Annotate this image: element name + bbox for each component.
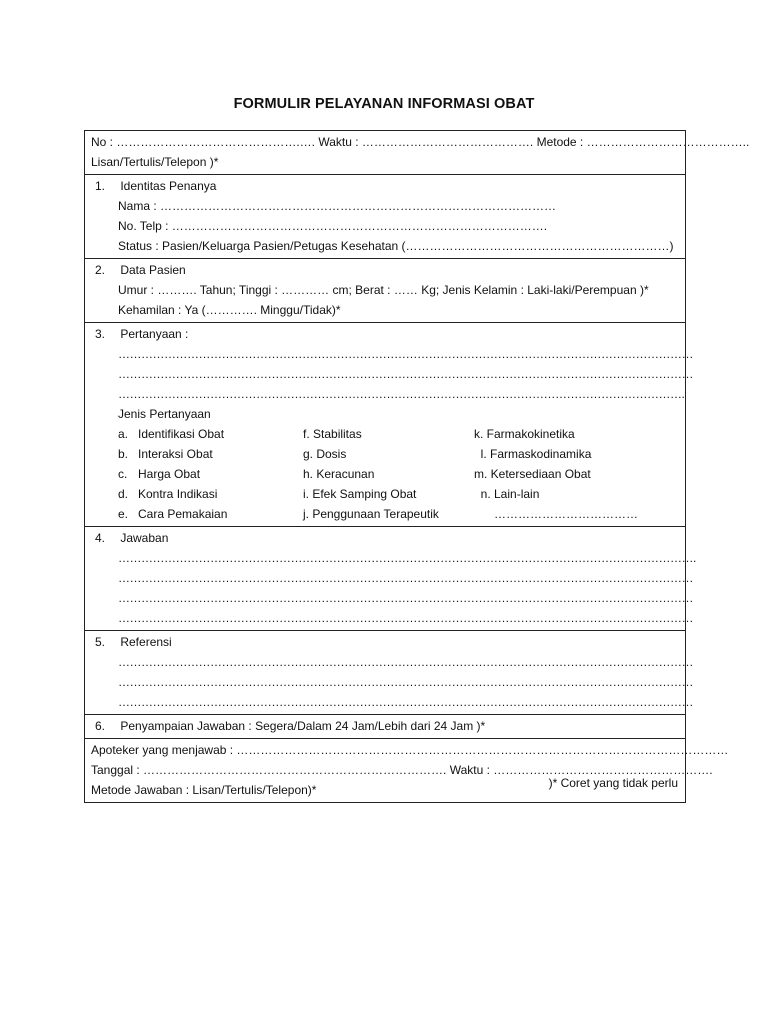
- section-pertanyaan: [85, 323, 693, 527]
- option-interaksi-obat: Interaksi Obat: [138, 447, 213, 461]
- metode-options: Lisan/Tertulis/Telepon )*: [91, 155, 219, 169]
- section-jawaban: [85, 527, 696, 631]
- option-kontra-indikasi: Kontra Indikasi: [138, 487, 218, 501]
- option-letter: d.: [118, 487, 129, 501]
- jawaban-line: ……………………………………………………………………………………………………………………………………: [118, 611, 693, 625]
- kehamilan-field: Kehamilan : Ya (…………. Minggu/Tidak)*: [118, 303, 341, 317]
- option-ketersediaan-obat: m. Ketersediaan Obat: [474, 467, 591, 481]
- option-letter: e.: [118, 507, 129, 521]
- option-stabilitas: f. Stabilitas: [303, 427, 362, 441]
- metode-jawaban-field: Metode Jawaban : Lisan/Tertulis/Telepon)*: [91, 783, 317, 797]
- section-number: 2.: [95, 263, 106, 277]
- form-table: [84, 130, 750, 803]
- jenis-row: [91, 464, 679, 484]
- section-number: 5.: [95, 635, 106, 649]
- telp-field: No. Telp : ………………………………………………………………………………….: [118, 219, 548, 233]
- pertanyaan-line: ……………………………………………………………………………………………………………………………………: [118, 367, 693, 381]
- header-section: [85, 131, 750, 175]
- section-number: 1.: [95, 179, 106, 193]
- nama-field: Nama : ………………………………………………………………………………………: [118, 199, 557, 213]
- jenis-row: [91, 444, 679, 464]
- section-identitas-penanya: [85, 175, 685, 259]
- status-field: Status : Pasien/Keluarga Pasien/Petugas Kesehatan (…………………………………………………………): [118, 239, 674, 253]
- jawaban-line: ……………………………………………………………………………………………………………………………………: [118, 571, 693, 585]
- option-dosis: g. Dosis: [303, 447, 347, 461]
- option-penggunaan-terapeutik: j. Penggunaan Terapeutik: [303, 507, 439, 521]
- option-letter: c.: [118, 467, 128, 481]
- jenis-row: [91, 424, 679, 444]
- section-number: 3.: [95, 327, 106, 341]
- option-keracunan: h. Keracunan: [303, 467, 375, 481]
- section-title: Identitas Penanya: [120, 179, 217, 193]
- referensi-line: ……………………………………………………………………………………………………………………………………: [118, 675, 693, 689]
- jenis-row: [91, 504, 679, 524]
- footnote: )* Coret yang tidak perlu: [548, 776, 678, 790]
- option-lain-lain: n. Lain-lain: [474, 487, 540, 501]
- section-number: 4.: [95, 531, 106, 545]
- form-title: FORMULIR PELAYANAN INFORMASI OBAT: [233, 96, 535, 112]
- option-lain-lain-blank: ………………………………: [474, 507, 639, 521]
- option-letter: b.: [118, 447, 129, 461]
- section-title: Jawaban: [120, 531, 169, 545]
- referensi-line: ……………………………………………………………………………………………………………………………………: [118, 655, 693, 669]
- option-harga-obat: Harga Obat: [138, 467, 201, 481]
- section-number: 6.: [95, 719, 106, 733]
- section-referensi: [85, 631, 693, 715]
- option-identifikasi-obat: Identifikasi Obat: [138, 427, 225, 441]
- jenis-pertanyaan-title: Jenis Pertanyaan: [118, 407, 211, 421]
- referensi-line: ……………………………………………………………………………………………………………………………………: [118, 695, 693, 709]
- jawaban-line: …………………………………………………………………………………………………………………………………….: [118, 551, 696, 565]
- option-efek-samping-obat: i. Efek Samping Obat: [303, 487, 417, 501]
- section-apoteker: [85, 739, 729, 802]
- umur-tinggi-berat-kelamin-field: Umur : ………. Tahun; Tinggi : ………… cm; Berat : …… Kg; Jenis Kelamin : Laki-laki/Perempuan )*: [118, 283, 649, 297]
- tanggal-waktu-field: Tanggal : …………………………………………………………………. Waktu : ……………………………………………….: [91, 763, 713, 777]
- section-penyampaian-jawaban: [85, 715, 685, 739]
- section-data-pasien: [85, 259, 685, 323]
- jawaban-line: ……………………………………………………………………………………………………………………………………: [118, 591, 693, 605]
- pertanyaan-line: ………………………………………………………………………………………………………………………………….: [118, 387, 685, 401]
- no-waktu-metode-line: No : ……………………………………….…. Waktu : ……………………………………. Metode : …………………………………..: [91, 135, 750, 149]
- section-title: Pertanyaan :: [120, 327, 189, 341]
- option-farmakokinetika: k. Farmakokinetika: [474, 427, 575, 441]
- option-cara-pemakaian: Cara Pemakaian: [138, 507, 228, 521]
- apoteker-field: Apoteker yang menjawab : ……………………………………………………………………………………………………………: [91, 743, 729, 757]
- penyampaian-jawaban-text: Penyampaian Jawaban : Segera/Dalam 24 Jam/Lebih dari 24 Jam )*: [120, 719, 486, 733]
- section-title: Data Pasien: [120, 263, 186, 277]
- section-title: Referensi: [120, 635, 172, 649]
- pertanyaan-line: ……………………………………………………………………………………………………………………………………: [118, 347, 693, 361]
- option-farmaskodinamika: l. Farmaskodinamika: [474, 447, 592, 461]
- option-letter: a.: [118, 427, 129, 441]
- jenis-row: [91, 484, 679, 504]
